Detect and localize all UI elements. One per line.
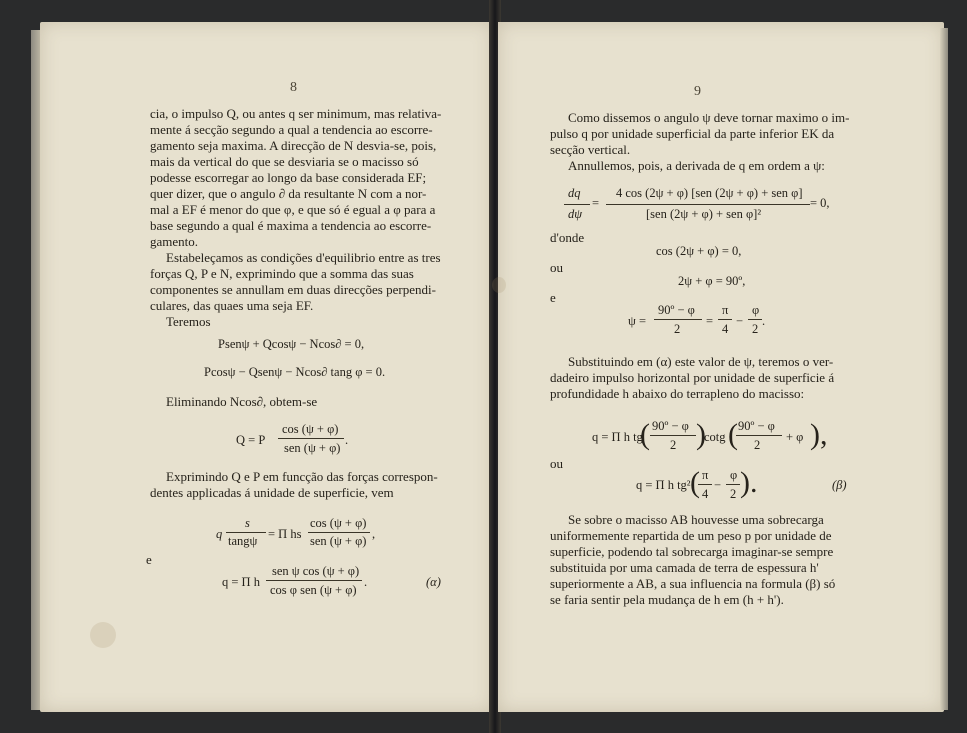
q2-minus: −: [714, 478, 722, 492]
text-line: quer dizer, que o angulo ∂ da resultante N com a nor-: [150, 186, 427, 201]
fraction-bar: [226, 532, 266, 533]
text-line: superiormente a AB, a sua influencia na formula (β) só: [550, 576, 836, 591]
q2-tag: (β): [832, 478, 847, 492]
q2-numerator-1: π: [702, 468, 709, 482]
fraction-bar: [308, 532, 370, 533]
text-line: Substituindo em (α) este valor de ψ, teremos o ver-: [568, 354, 834, 369]
text-e: e: [550, 290, 556, 305]
text-teremos: Teremos: [166, 314, 211, 329]
psi-denominator-1: 2: [674, 322, 681, 336]
q1-end: ),: [810, 418, 828, 451]
text-line: dentes applicadas á unidade de superficie, vem: [150, 485, 394, 500]
deq-equals: =: [592, 196, 600, 210]
text-e: e: [146, 552, 152, 567]
eq3-denominator: sen (ψ + φ): [284, 441, 341, 455]
eq4-numerator-1: s: [245, 516, 250, 530]
equation-cos: cos (2ψ + φ) = 0,: [656, 244, 742, 258]
left-paren: (: [728, 418, 738, 451]
text-annullemos: Annullemos, pois, a derivada de q em ordem a ψ:: [568, 158, 825, 173]
right-page-edge: [940, 28, 948, 710]
text-line: dadeiro impulso horizontal por unidade de superficie á: [550, 370, 835, 385]
text-ou: ou: [550, 456, 563, 471]
text-line: substituida por uma camada de terra de espessura h': [550, 560, 819, 575]
left-paren: (: [690, 466, 700, 499]
equation-2: Pcosψ − Qsenψ − Ncos∂ tang φ = 0.: [204, 365, 386, 379]
text-line: podesse escorregar ao longo da base considerada EF;: [150, 170, 427, 185]
deq-denominator-left: dψ: [568, 207, 583, 221]
text-line: uniformemente repartida de um peso p por unidade de: [550, 528, 832, 543]
fraction-bar: [278, 438, 344, 439]
q2-denominator-1: 4: [702, 487, 709, 501]
deq-numerator-right: 4 cos (2ψ + φ) [sen (2ψ + φ) + sen φ]: [616, 186, 803, 200]
right-paren: ): [696, 418, 706, 451]
eq5-numerator: sen ψ cos (ψ + φ): [272, 564, 360, 578]
psi-equals: =: [706, 314, 714, 328]
equation-2psi: 2ψ + φ = 90º,: [678, 274, 746, 288]
psi-numerator-3: φ: [752, 303, 760, 317]
psi-numerator-2: π: [722, 303, 729, 317]
text-line: mente á secção segundo a qual a tendencia ao escorre-: [150, 122, 433, 137]
text-line: Se sobre o macisso AB houvesse uma sobrecarga: [568, 512, 824, 527]
q1-lhs: q = Π h tg: [592, 430, 643, 444]
fraction-bar: [564, 204, 590, 205]
q1-numerator-1: 90º − φ: [652, 419, 689, 433]
text-line: culares, das quaes uma seja EF.: [150, 298, 314, 313]
fraction-bar: [748, 319, 762, 320]
text-line: Como dissemos o angulo ψ deve tornar maximo o im-: [568, 110, 850, 125]
eq4-denominator-1: tangψ: [228, 534, 258, 548]
fraction-bar: [726, 484, 740, 485]
eq4-denominator-2: sen (ψ + φ): [310, 534, 367, 548]
psi-denominator-3: 2: [752, 322, 759, 336]
fraction-bar: [650, 435, 696, 436]
text-line: gamento seja maxima. A direcção de N desvia-se, pois,: [150, 138, 437, 153]
text-line: se faria sentir pela mudança de h em (h + h').: [550, 592, 784, 607]
paper-stain: [90, 622, 116, 648]
q2-denominator-2: 2: [730, 487, 737, 501]
fraction-bar: [606, 204, 810, 205]
text-line: pulso q por unidade superficial da parte inferior EK da: [550, 126, 835, 141]
eq5-lhs: q = Π h: [222, 575, 260, 589]
q2-end: ).: [740, 466, 758, 499]
psi-denominator-2: 4: [722, 322, 729, 336]
eq3-lhs: Q = P: [236, 433, 266, 447]
fraction-bar: [718, 319, 732, 320]
text-line: mal a EF é menor do que φ, e que só é egual a φ para a: [150, 202, 436, 217]
eq4-numerator-2: cos (ψ + φ): [310, 516, 367, 530]
text-donde: d'onde: [550, 230, 585, 245]
eq5-denominator: cos φ sen (ψ + φ): [270, 583, 357, 597]
fraction-bar: [654, 319, 702, 320]
fraction-bar: [736, 435, 782, 436]
q1-numerator-2: 90º − φ: [738, 419, 775, 433]
eq5-end: .: [364, 575, 368, 589]
eq5-tag: (α): [426, 575, 441, 589]
paper-stain: [492, 277, 506, 293]
left-paren: (: [640, 418, 650, 451]
deq-end: = 0,: [810, 196, 830, 210]
text-line: superficie, podendo tal sobrecarga imaginar-se sempre: [550, 544, 834, 559]
psi-lhs: ψ =: [628, 314, 646, 328]
eq3-numerator: cos (ψ + φ): [282, 422, 339, 436]
text-line: base segundo a qual é maxima a tendencia ao escorre-: [150, 218, 432, 233]
left-page: [40, 22, 492, 712]
text-line: gamento.: [150, 234, 199, 249]
equation-1: Psenψ + Qcosψ − Ncos∂ = 0,: [218, 337, 365, 351]
eq4-middle: = Π hs: [268, 527, 302, 541]
text-line: forças Q, P e N, exprimindo que a somma das suas: [150, 266, 414, 281]
q1-cotg: cotg: [704, 430, 726, 444]
q1-tail: + φ: [786, 430, 804, 444]
text-ou: ou: [550, 260, 563, 275]
text-line: secção vertical.: [550, 142, 631, 157]
q1-denominator-1: 2: [670, 438, 677, 452]
text-line: cia, o impulso Q, ou antes q ser minimum, mas relativa-: [150, 106, 442, 121]
eq4-q: q: [216, 527, 223, 541]
psi-numerator-1: 90º − φ: [658, 303, 695, 317]
eq4-end: ,: [372, 527, 376, 541]
q2-lhs: q = Π h tg²: [636, 478, 691, 492]
fraction-bar: [266, 580, 362, 581]
right-page: [498, 22, 944, 712]
q1-denominator-2: 2: [754, 438, 761, 452]
page-number: 9: [694, 84, 701, 99]
text-line: mais da vertical do que se desviaria se o macisso só: [150, 154, 419, 169]
text-line: Estabeleçamos as condições d'equilibrio entre as tres: [166, 250, 441, 265]
text-line: profundidade h abaixo do terrapleno do macisso:: [550, 386, 805, 401]
fraction-bar: [698, 484, 712, 485]
deq-denominator-right: [sen (2ψ + φ) + sen φ]²: [646, 207, 762, 221]
text-line: componentes se annullam em duas direcções perpendi-: [150, 282, 436, 297]
deq-numerator-left: dq: [568, 186, 581, 200]
psi-minus: −: [736, 314, 744, 328]
text-eliminando: Eliminando Ncos∂, obtem-se: [166, 394, 318, 409]
psi-end: .: [762, 314, 766, 328]
eq3-end: .: [345, 433, 349, 447]
page-number: 8: [290, 80, 297, 95]
q2-numerator-2: φ: [730, 468, 738, 482]
text-line: Exprimindo Q e P em funcção das forças correspon-: [166, 469, 438, 484]
